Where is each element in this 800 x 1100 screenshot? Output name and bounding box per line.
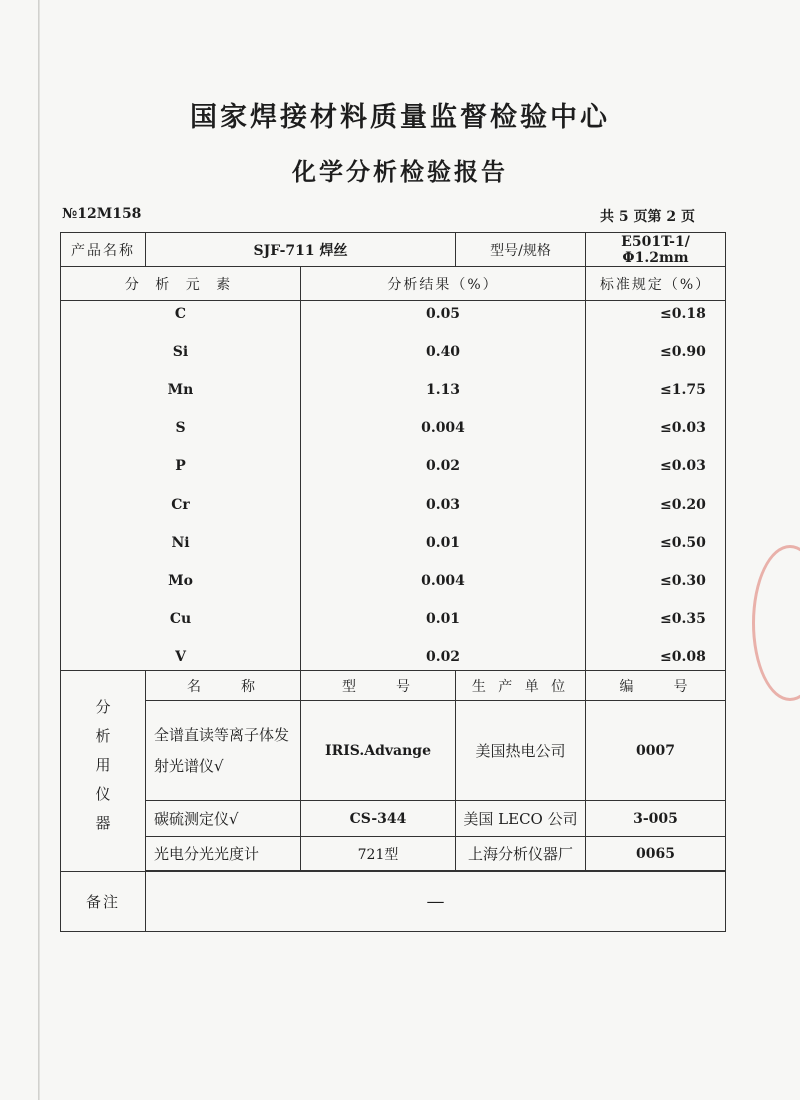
standard-cell	[586, 301, 726, 671]
instrument-number: 3-005	[586, 801, 726, 837]
element-standard: ≤0.90	[660, 343, 706, 360]
analysis-header-row	[61, 267, 726, 301]
element-standard: ≤0.03	[660, 420, 706, 437]
element-symbol: Mo	[168, 573, 193, 590]
product-row	[61, 233, 726, 267]
product-name-label: 产品名称	[61, 233, 146, 267]
report-title: 化学分析检验报告	[292, 158, 508, 186]
report-institution-title: 国家焊接材料质量监督检验中心	[190, 102, 610, 133]
header-result: 分析结果（%）	[301, 267, 586, 301]
element-result: 0.004	[421, 420, 465, 437]
element-symbol: V	[175, 649, 186, 666]
element-symbol: Si	[172, 343, 189, 360]
analysis-data-row	[61, 301, 726, 671]
instrument-header-name: 名 称	[146, 671, 301, 701]
header-element: 分 析 元 素	[61, 267, 301, 301]
seal-stamp-edge	[752, 545, 800, 701]
instrument-header-number: 编 号	[586, 671, 726, 701]
instrument-section-label	[61, 671, 146, 872]
element-standard: ≤0.50	[660, 534, 706, 551]
remarks-label: 备注	[61, 872, 146, 932]
product-name-value: SJF-711 焊丝	[146, 233, 456, 267]
element-standard: ≤0.03	[660, 458, 706, 475]
element-symbol: Cu	[169, 611, 192, 628]
instrument-number: 0065	[586, 837, 726, 871]
product-model-label: 型号/规格	[456, 233, 586, 267]
instrument-model: CS-344	[301, 801, 456, 837]
element-result: 0.02	[425, 458, 461, 475]
instrument-name: 碳硫测定仪√	[146, 801, 301, 837]
instrument-name: 全谱直读等离子体发射光谱仪√	[146, 701, 301, 801]
page-info: 共 5 页第 2 页	[600, 209, 695, 225]
element-symbol: Mn	[167, 381, 194, 398]
element-result: 0.40	[425, 343, 461, 360]
element-cell	[61, 301, 301, 671]
instrument-row	[61, 701, 726, 801]
element-standard: ≤0.20	[660, 496, 706, 513]
standard-list	[586, 302, 725, 670]
instrument-model: 721型	[301, 837, 456, 871]
instrument-model: IRIS.Advange	[301, 701, 456, 801]
element-standard: ≤0.18	[660, 305, 706, 322]
element-standard: ≤0.35	[660, 611, 706, 628]
element-result: 0.03	[425, 496, 461, 513]
element-result: 0.05	[425, 305, 461, 322]
element-standard: ≤0.30	[660, 573, 706, 590]
element-standard: ≤0.08	[660, 649, 706, 666]
instrument-header-maker: 生 产 单 位	[456, 671, 586, 701]
instrument-maker: 美国 LECO 公司	[456, 801, 586, 837]
instrument-section-text: 分析用仪器	[93, 698, 112, 844]
product-model-value: E501T-1/Φ1.2mm	[586, 233, 726, 267]
instrument-header-row	[61, 671, 726, 701]
document-number: №12M158	[62, 206, 142, 222]
element-symbol: C	[174, 305, 187, 322]
remarks-value-cell	[146, 872, 726, 932]
element-result: 0.02	[425, 649, 461, 666]
instrument-maker: 上海分析仪器厂	[456, 837, 586, 871]
element-symbol: S	[175, 420, 186, 437]
instrument-name: 光电分光光度计	[146, 837, 301, 871]
remarks-value: —	[426, 891, 445, 912]
header-standard: 标准规定（%）	[586, 267, 726, 301]
result-list	[305, 302, 581, 670]
instrument-row	[61, 837, 726, 871]
element-symbol: P	[175, 458, 186, 475]
element-result: 0.004	[421, 573, 465, 590]
element-symbol: Cr	[171, 496, 190, 513]
remarks-row	[61, 872, 726, 932]
instrument-row	[61, 801, 726, 837]
element-symbol: Ni	[171, 534, 190, 551]
element-result: 0.01	[425, 534, 461, 551]
element-standard: ≤1.75	[660, 381, 706, 398]
instrument-header-model: 型 号	[301, 671, 456, 701]
report-table	[60, 232, 726, 932]
element-result: 1.13	[425, 381, 461, 398]
result-cell	[301, 301, 586, 671]
element-result: 0.01	[425, 611, 461, 628]
instrument-number: 0007	[586, 701, 726, 801]
instrument-maker: 美国热电公司	[456, 701, 586, 801]
element-list	[65, 302, 296, 670]
